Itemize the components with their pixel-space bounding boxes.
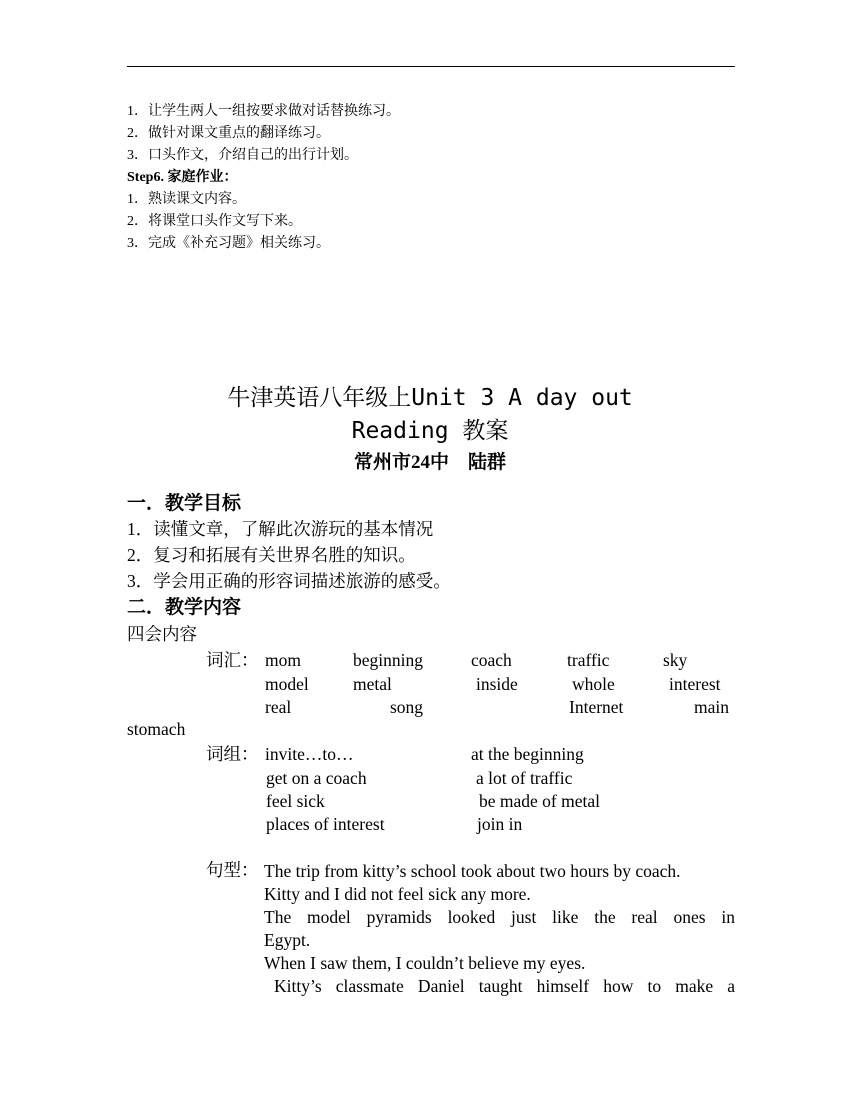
doc-author: 常州市24中 陆群	[353, 452, 506, 473]
vocab-word: interest	[669, 674, 721, 694]
phrase-item: invite…to…	[265, 744, 354, 764]
phrase-item: join in	[477, 814, 523, 834]
header-rule	[127, 66, 735, 67]
vocab-word: inside	[476, 674, 518, 694]
doc-subtitle: Reading 教案	[351, 418, 509, 444]
vocab-word: metal	[353, 674, 392, 694]
sentence-line: The trip from kitty’s school took about two hours by coach.	[264, 861, 681, 881]
section1-heading: 一．教学目标	[127, 493, 242, 514]
doc-title: 牛津英语八年级上Unit 3 A day out	[227, 385, 633, 411]
vocab-word: sky	[663, 650, 688, 670]
objective-item: 2．复习和拓展有关世界名胜的知识。	[127, 545, 416, 565]
step6-item: 2．将课堂口头作文写下来。	[127, 214, 302, 229]
step6-heading: Step6. 家庭作业：	[127, 170, 238, 185]
vocab-word: mom	[265, 650, 301, 670]
section2-heading: 二．教学内容	[127, 597, 242, 618]
top-list-item: 3．口头作文，介绍自己的出行计划。	[127, 148, 358, 163]
phrase-item: at the beginning	[471, 744, 584, 764]
vocab-word: coach	[471, 650, 512, 670]
phrase-label: 词组：	[206, 744, 259, 764]
objective-item: 1．读懂文章，了解此次游玩的基本情况	[127, 519, 434, 539]
vocab-word: real	[265, 697, 292, 717]
step6-item: 1．熟读课文内容。	[127, 192, 246, 207]
section2-subheading: 四会内容	[127, 624, 197, 644]
sentence-line: Kitty’s classmate Daniel taught himself how to make a	[274, 976, 735, 996]
phrase-item: feel sick	[266, 791, 325, 811]
step6-item: 3．完成《补充习题》相关练习。	[127, 236, 330, 251]
vocab-word: whole	[572, 674, 615, 694]
vocab-word: beginning	[353, 650, 423, 670]
phrase-item: places of interest	[266, 814, 385, 834]
sentence-line: Kitty and I did not feel sick any more.	[264, 884, 531, 904]
vocab-word: Internet	[569, 697, 624, 717]
phrase-item: a lot of traffic	[476, 768, 573, 788]
vocab-word: stomach	[127, 719, 186, 739]
top-list-item: 1．让学生两人一组按要求做对话替换练习。	[127, 104, 400, 119]
objective-item: 3．学会用正确的形容词描述旅游的感受。	[127, 571, 451, 591]
vocab-word: traffic	[567, 650, 610, 670]
sentence-line: The model pyramids looked just like the real ones in	[264, 907, 735, 927]
top-list-item: 2．做针对课文重点的翻译练习。	[127, 126, 330, 141]
vocab-word: main	[694, 697, 729, 717]
vocab-word: model	[265, 674, 309, 694]
vocab-label: 词汇：	[206, 650, 259, 670]
sentence-line: When I saw them, I couldn’t believe my eyes.	[264, 953, 586, 973]
vocab-word: song	[390, 697, 424, 717]
phrase-item: get on a coach	[266, 768, 367, 788]
phrase-item: be made of metal	[479, 791, 600, 811]
sentence-label: 句型：	[206, 860, 259, 880]
sentence-line: Egypt.	[264, 930, 311, 950]
